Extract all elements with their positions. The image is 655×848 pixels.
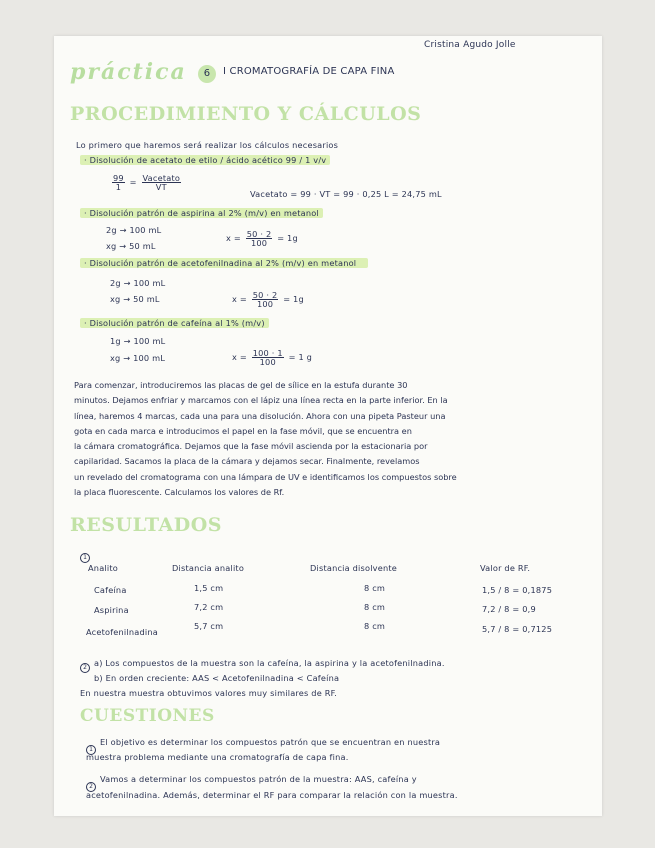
author-name: Cristina Agudo Jolle — [424, 40, 516, 50]
table-cell: 1,5 / 8 = 0,1875 — [482, 585, 553, 595]
solution-4-line2: xg → 100 mL — [110, 353, 166, 363]
paragraph-line: la placa fluorescente. Calculamos los valores de Rf. — [74, 487, 285, 498]
frac-num: 50 · 2 — [246, 229, 272, 239]
solution-4-calc — [232, 349, 312, 366]
frac-den: 100 — [256, 299, 274, 310]
results-item-2-marker — [80, 654, 90, 673]
frac-num: 100 · 1 — [252, 348, 283, 358]
table-header-dist-analito: Distancia analito — [172, 563, 245, 573]
table-cell: Acetofenilnadina — [86, 627, 158, 637]
solution-1-ratio — [110, 174, 183, 191]
practica-word: práctica — [70, 59, 187, 85]
paragraph-line: capilaridad. Sacamos la placa de la cámara y dejamos secar. Finalmente, revelamos — [74, 456, 420, 467]
section-cuestiones: CUESTIONES — [80, 706, 215, 726]
table-cell: Aspirina — [94, 605, 129, 615]
practice-subtitle: I CROMATOGRAFÍA DE CAPA FINA — [222, 66, 395, 77]
table-cell: 5,7 / 8 = 0,7125 — [482, 624, 553, 634]
question-2-line2: acetofenilnadina. Además, determinar el RF para comparar la relación con la muestra. — [86, 790, 458, 800]
x-eq: x = — [232, 294, 247, 305]
solution-3-line2: xg → 50 mL — [110, 294, 160, 304]
circled-number: 2 — [80, 663, 90, 673]
paragraph-line: gota en cada marca e introducimos el papel en la fase móvil, que se encuentra en — [74, 425, 412, 436]
question-2-line1: Vamos a determinar los compuestos patrón de la muestra: AAS, cafeína y — [100, 774, 417, 784]
results-item-1-marker — [80, 544, 90, 563]
table-header-rf: Valor de RF. — [480, 563, 531, 573]
paragraph-line: línea, haremos 4 marcas, cada una para una disolución. Ahora con una pipeta Pasteur una — [74, 410, 446, 421]
section-procedimiento: PROCEDIMIENTO Y CÁLCULOS — [70, 103, 422, 125]
table-cell: 8 cm — [364, 621, 386, 631]
table-cell: 1,5 cm — [194, 583, 224, 593]
x-eq: x = — [232, 352, 247, 363]
table-cell: 5,7 cm — [194, 621, 224, 631]
frac-num: Vacetato — [142, 173, 181, 183]
equals: = — [129, 177, 137, 188]
solution-4-label: · Disolución patrón de cafeína al 1% (m/v) — [80, 318, 269, 328]
paragraph-line: la cámara cromatográfica. Dejamos que la fase móvil ascienda por la estacionaria por — [74, 441, 428, 452]
solution-3-line1: 2g → 100 mL — [110, 278, 166, 288]
frac-den: VT — [155, 182, 167, 193]
results-answer-a: a) Los compuestos de la muestra son la cafeína, la aspirina y la acetofenilnadina. — [94, 658, 445, 668]
frac-den: 100 — [250, 238, 268, 249]
table-cell: 8 cm — [364, 583, 386, 593]
frac-num: 99 — [113, 173, 124, 183]
circled-number: 1 — [86, 745, 96, 755]
result: = 1 g — [288, 352, 313, 363]
solution-3-label: · Disolución patrón de acetofenilnadina al 2% (m/v) en metanol — [80, 258, 368, 268]
circled-number: 1 — [80, 553, 90, 563]
solution-2-label: · Disolución patrón de aspirina al 2% (m/v) en metanol — [80, 208, 323, 218]
notebook-page — [54, 36, 602, 816]
result: = 1g — [277, 233, 298, 244]
result: = 1g — [283, 294, 304, 305]
solution-1-label: · Disolución de acetato de etilo / ácido acético 99 / 1 v/v — [80, 155, 330, 165]
question-1-line2: muestra problema mediante una cromatografía de capa fina. — [86, 752, 349, 762]
solution-3-calc — [232, 291, 304, 308]
results-answer-b: b) En orden creciente: AAS < Acetofenilnadina < Cafeína — [94, 673, 340, 683]
section-resultados: RESULTADOS — [70, 514, 222, 536]
table-header-analito: Analito — [88, 563, 118, 573]
table-cell: 8 cm — [364, 602, 386, 612]
frac-num: 50 · 2 — [252, 290, 278, 300]
procedure-paragraph — [74, 378, 599, 500]
solution-2-line2: xg → 50 mL — [106, 241, 156, 251]
frac-den: 1 — [115, 182, 122, 193]
paragraph-line: Para comenzar, introduciremos las placas de gel de sílice en la estufa durante 30 — [74, 380, 408, 390]
circled-number: 2 — [86, 782, 96, 792]
table-header-dist-disolvente: Distancia disolvente — [310, 563, 397, 573]
solution-4-line1: 1g → 100 mL — [110, 336, 166, 346]
table-cell: 7,2 cm — [194, 602, 224, 612]
table-cell: 7,2 / 8 = 0,9 — [482, 604, 536, 614]
solution-1-result: Vacetato = 99 · VT = 99 · 0,25 L = 24,75 mL — [250, 189, 442, 199]
frac-den: 100 — [259, 357, 276, 368]
paragraph-line: minutos. Dejamos enfriar y marcamos con el lápiz una línea recta en la parte inferior. En la — [74, 395, 448, 406]
practice-number: 6 — [198, 65, 216, 83]
practice-title — [70, 59, 395, 85]
table-cell: Cafeína — [94, 585, 127, 595]
question-1-line1: El objetivo es determinar los compuestos patrón que se encuentran en nuestra — [100, 737, 441, 747]
procedure-intro: Lo primero que haremos será realizar los cálculos necesarios — [76, 140, 339, 150]
results-answer-c: En nuestra muestra obtuvimos valores muy similares de RF. — [80, 688, 338, 698]
solution-2-line1: 2g → 100 mL — [106, 225, 162, 235]
x-eq: x = — [226, 233, 241, 244]
solution-2-calc — [226, 230, 298, 247]
paragraph-line: un revelado del cromatograma con una lámpara de UV e identificamos los compuestos sobre — [74, 471, 457, 482]
